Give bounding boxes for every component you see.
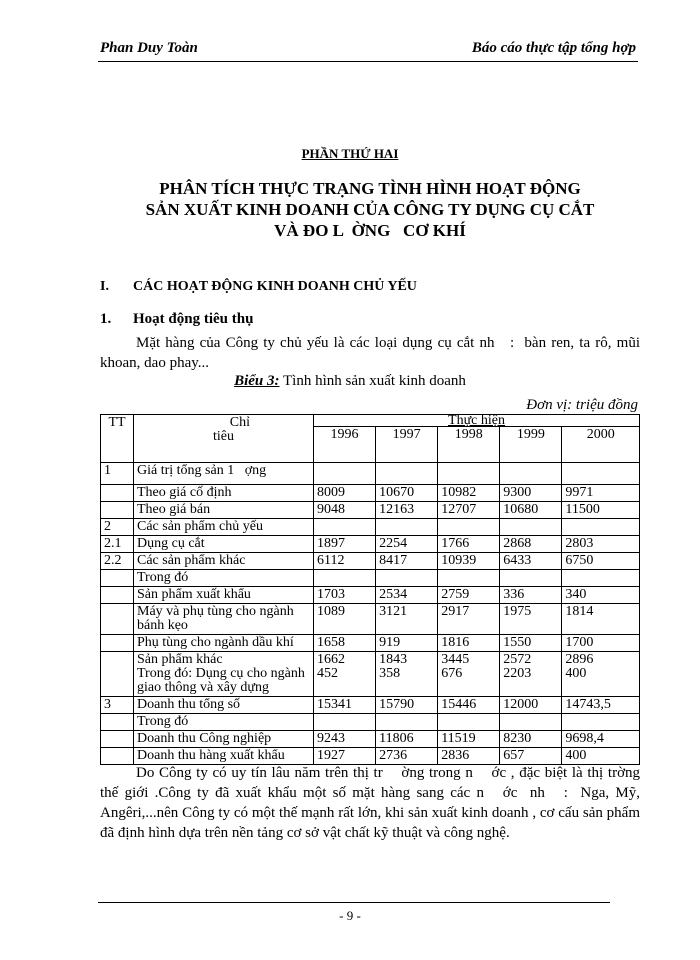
table-row: [101, 570, 640, 587]
table-row: [101, 748, 640, 765]
cell-value-1996: 1897: [314, 536, 376, 553]
cell-tt: [101, 587, 134, 604]
cell-value-1996: 1089: [314, 604, 376, 635]
header-thuc-hien-label: Thực hiện: [448, 413, 505, 428]
table-row: [101, 714, 640, 731]
cell-value-2000: [562, 519, 640, 536]
header-chi-tieu: [134, 415, 314, 463]
cell-value-1998: 2917: [438, 604, 500, 635]
cell-value-1997: 3121: [376, 604, 438, 635]
header-author: Phan Duy Toàn: [100, 40, 198, 56]
table-row: [101, 553, 640, 570]
cell-value-1999: 2868: [500, 536, 562, 553]
cell-value-2000: [562, 570, 640, 587]
cell-value-1997: 2534: [376, 587, 438, 604]
cell-value-1999: 1550: [500, 635, 562, 652]
header-rule: [98, 61, 638, 62]
part-label: PHẦN THỨ HAI: [301, 146, 399, 161]
header-tt: TT: [101, 415, 134, 463]
cell-value-1997: [376, 463, 438, 485]
table-caption: [0, 373, 700, 390]
cell-value-2000: 9698,4: [562, 731, 640, 748]
header-report-title: Báo cáo thực tập tổng hợp: [471, 40, 636, 56]
cell-tt: 2.2: [101, 553, 134, 570]
cell-indicator: Sản phẩm khác Trong đó: Dụng cụ cho ngành giao thông và xây dựng: [134, 652, 314, 697]
header-tieu: tiêu: [213, 429, 234, 444]
footer-rule: [98, 902, 610, 903]
cell-tt: [101, 635, 134, 652]
table-unit: Đơn vị: triệu đồng: [526, 397, 638, 413]
table-caption-text: Tình hình sản xuất kinh doanh: [279, 373, 466, 389]
cell-value-1999: 2572 2203: [500, 652, 562, 697]
table-row: [101, 485, 640, 502]
cell-value-2000: 14743,5: [562, 697, 640, 714]
cell-tt: 2.1: [101, 536, 134, 553]
table-header-row-1: [101, 415, 640, 427]
table-row: [101, 604, 640, 635]
table-row: [101, 697, 640, 714]
subsection-1-heading: Hoạt động tiêu thụ: [133, 311, 254, 327]
cell-value-1999: 336: [500, 587, 562, 604]
cell-tt: [101, 714, 134, 731]
cell-indicator: Doanh thu tổng số: [134, 697, 314, 714]
paragraph-products: Mặt hàng của Công ty chủ yếu là các loại dụng cụ cắt nh : bàn ren, ta rô, mũi khoan, dao phay...: [100, 335, 644, 371]
cell-value-2000: 340: [562, 587, 640, 604]
header-thuc-hien: [314, 415, 640, 427]
cell-indicator: Các sản phẩm chủ yếu: [134, 519, 314, 536]
table-row: [101, 652, 640, 697]
cell-indicator: Theo giá cố định: [134, 485, 314, 502]
cell-tt: [101, 748, 134, 765]
cell-value-1996: [314, 519, 376, 536]
cell-value-2000: [562, 714, 640, 731]
cell-value-1998: [438, 714, 500, 731]
cell-tt: 1: [101, 463, 134, 485]
cell-value-1999: 9300: [500, 485, 562, 502]
table-caption-label: Biểu 3:: [234, 373, 280, 389]
cell-value-1997: [376, 570, 438, 587]
cell-indicator: Sản phẩm xuất khẩu: [134, 587, 314, 604]
cell-value-2000: 2896 400: [562, 652, 640, 697]
cell-indicator: Phụ tùng cho ngành dầu khí: [134, 635, 314, 652]
cell-value-2000: 1700: [562, 635, 640, 652]
table-row: [101, 635, 640, 652]
cell-value-1996: 9048: [314, 502, 376, 519]
cell-value-1996: 1662 452: [314, 652, 376, 697]
cell-value-1998: 10939: [438, 553, 500, 570]
cell-value-1998: [438, 463, 500, 485]
cell-value-1998: 2759: [438, 587, 500, 604]
cell-value-1996: [314, 714, 376, 731]
cell-value-1998: 2836: [438, 748, 500, 765]
cell-tt: [101, 485, 134, 502]
cell-indicator: Máy và phụ tùng cho ngành bánh kẹo: [134, 604, 314, 635]
cell-value-2000: 1814: [562, 604, 640, 635]
chapter-title-line-1: PHÂN TÍCH THỰC TRẠNG TÌNH HÌNH HOẠT ĐỘNG: [159, 179, 581, 198]
cell-value-1997: 1843 358: [376, 652, 438, 697]
production-business-table: [100, 414, 640, 765]
cell-indicator: Các sản phẩm khác: [134, 553, 314, 570]
page-number: - 9 -: [339, 908, 361, 923]
cell-indicator: Doanh thu Công nghiệp: [134, 731, 314, 748]
cell-value-1999: 12000: [500, 697, 562, 714]
cell-indicator: Trong đó: [134, 570, 314, 587]
cell-value-1997: 15790: [376, 697, 438, 714]
cell-value-1996: 8009: [314, 485, 376, 502]
cell-value-1999: 10680: [500, 502, 562, 519]
cell-value-2000: 11500: [562, 502, 640, 519]
cell-indicator: Doanh thu hàng xuất khẩu: [134, 748, 314, 765]
cell-value-1997: 2736: [376, 748, 438, 765]
cell-value-1999: 6433: [500, 553, 562, 570]
cell-tt: 3: [101, 697, 134, 714]
table-row: [101, 519, 640, 536]
cell-indicator: Theo giá bán: [134, 502, 314, 519]
table-row: [101, 587, 640, 604]
cell-value-1998: 3445 676: [438, 652, 500, 697]
cell-value-1997: 11806: [376, 731, 438, 748]
section-1-heading: CÁC HOẠT ĐỘNG KINH DOANH CHỦ YẾU: [133, 279, 417, 294]
cell-indicator: Giá trị tổng sản 1 ợng: [134, 463, 314, 485]
table-row: [101, 536, 640, 553]
cell-value-1998: 1766: [438, 536, 500, 553]
cell-value-1998: 11519: [438, 731, 500, 748]
table-row: [101, 502, 640, 519]
cell-value-1999: 8230: [500, 731, 562, 748]
cell-value-1999: [500, 519, 562, 536]
cell-value-1999: 657: [500, 748, 562, 765]
cell-value-1996: [314, 463, 376, 485]
cell-tt: [101, 652, 134, 697]
cell-value-1997: 2254: [376, 536, 438, 553]
cell-value-1998: 15446: [438, 697, 500, 714]
cell-value-1997: 12163: [376, 502, 438, 519]
header-year-1999: 1999: [500, 427, 562, 463]
cell-value-2000: 6750: [562, 553, 640, 570]
table-row: [101, 463, 640, 485]
cell-value-1996: 1703: [314, 587, 376, 604]
cell-value-1997: [376, 519, 438, 536]
cell-value-2000: 9971: [562, 485, 640, 502]
cell-value-1998: 1816: [438, 635, 500, 652]
header-year-2000: 2000: [562, 427, 640, 463]
cell-value-2000: 400: [562, 748, 640, 765]
cell-value-1998: 10982: [438, 485, 500, 502]
header-year-1997: 1997: [376, 427, 438, 463]
cell-value-1996: 6112: [314, 553, 376, 570]
cell-value-1999: [500, 463, 562, 485]
chapter-title: [100, 178, 640, 241]
cell-value-1997: 10670: [376, 485, 438, 502]
cell-indicator: Trong đó: [134, 714, 314, 731]
cell-indicator: Dụng cụ cắt: [134, 536, 314, 553]
table-row: [101, 731, 640, 748]
cell-value-1996: 15341: [314, 697, 376, 714]
paragraph-reputation: Do Công ty có uy tín lâu năm trên thị tr ờng trong n ớc , đặc biệt là thị trờng thế giới .Công ty đã xuất khẩu một số mặt hàng sang các n ớc nh : Nga, Mỹ, Angêri,...nên Công ty có một thế mạnh rất lớn, khi sản xuất kinh doanh , cơ cấu sản phẩm đã định hình dựa trên nền tảng cơ sở vật chất kỹ thuật và công nghệ.: [100, 765, 652, 841]
cell-tt: [101, 604, 134, 635]
cell-tt: [101, 731, 134, 748]
cell-value-1996: 1927: [314, 748, 376, 765]
cell-value-1999: [500, 714, 562, 731]
cell-tt: 2: [101, 519, 134, 536]
header-year-1996: 1996: [314, 427, 376, 463]
cell-value-1998: [438, 519, 500, 536]
chapter-title-line-2: SẢN XUẤT KINH DOANH CỦA CÔNG TY DỤNG CỤ CẮT: [145, 200, 595, 219]
header-year-1998: 1998: [438, 427, 500, 463]
subsection-1-number: 1.: [100, 311, 112, 327]
cell-value-1998: [438, 570, 500, 587]
cell-value-1996: 1658: [314, 635, 376, 652]
cell-tt: [101, 502, 134, 519]
chapter-title-line-3: VÀ ĐO L ỜNG CƠ KHÍ: [274, 221, 466, 240]
cell-value-2000: [562, 463, 640, 485]
cell-value-1998: 12707: [438, 502, 500, 519]
cell-value-1999: [500, 570, 562, 587]
cell-value-2000: 2803: [562, 536, 640, 553]
cell-value-1996: [314, 570, 376, 587]
cell-value-1999: 1975: [500, 604, 562, 635]
cell-value-1997: 919: [376, 635, 438, 652]
cell-tt: [101, 570, 134, 587]
cell-value-1997: 8417: [376, 553, 438, 570]
cell-value-1996: 9243: [314, 731, 376, 748]
section-1-number: I.: [100, 279, 109, 294]
header-chi: Chỉ: [229, 415, 250, 430]
cell-value-1997: [376, 714, 438, 731]
